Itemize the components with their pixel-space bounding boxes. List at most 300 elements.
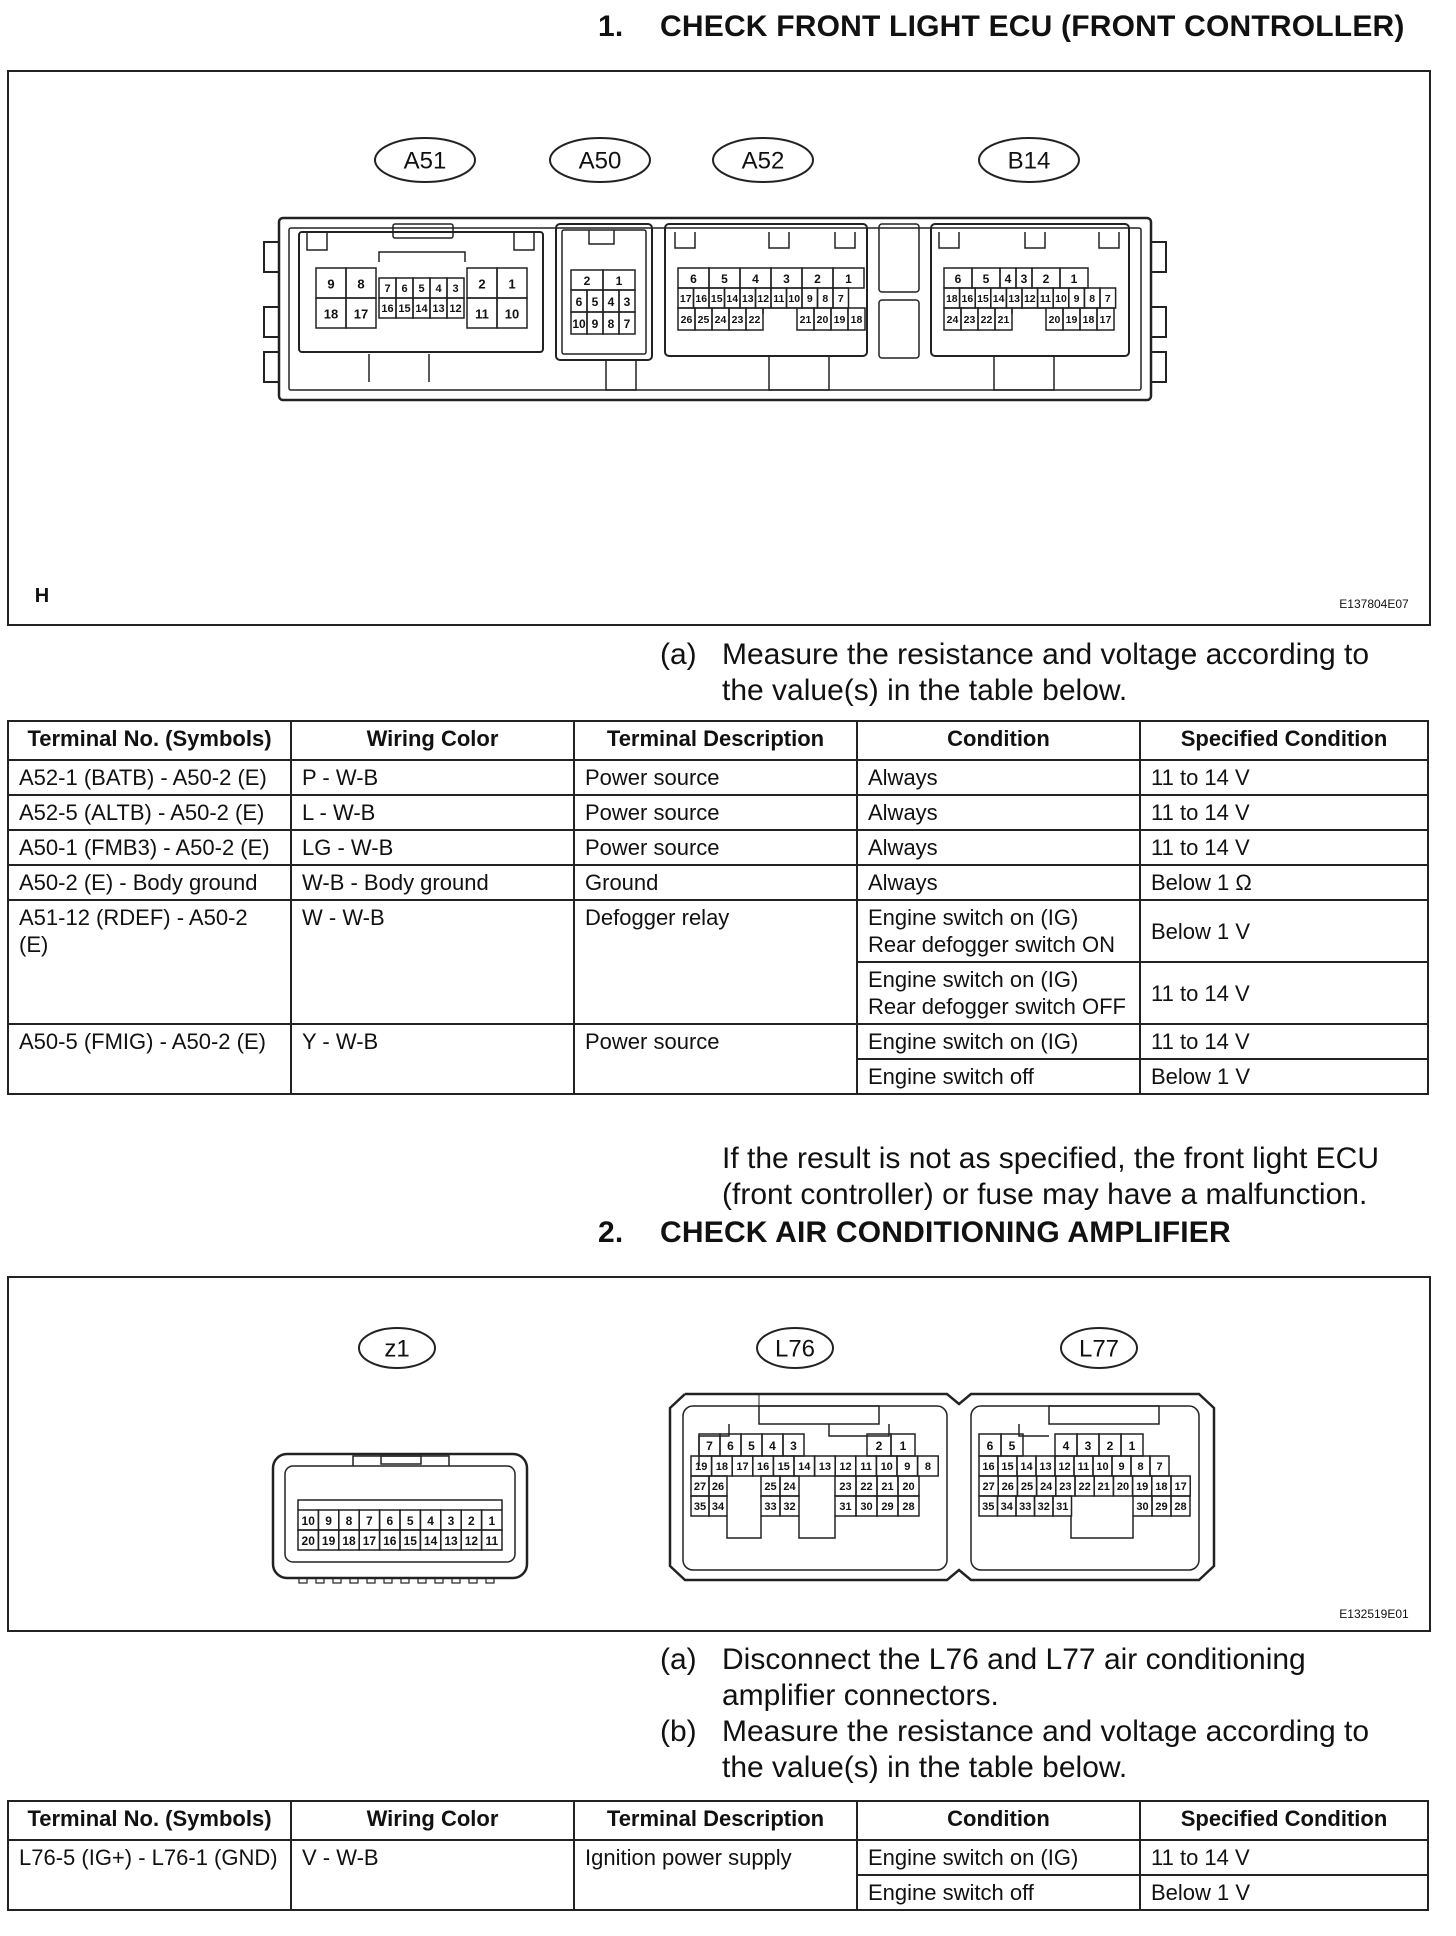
connector-pin: 11 [1039, 293, 1051, 305]
connector-pin: 2 [468, 1514, 475, 1528]
connector-pin: 4 [607, 295, 615, 309]
connector-pin: 33 [764, 1501, 777, 1513]
cell-spec: 11 to 14 V [1140, 1840, 1428, 1875]
cell-spec: Below 1 V [1140, 1059, 1428, 1094]
connector-pin: 25 [1020, 1481, 1034, 1493]
connector-pin: 27 [982, 1481, 995, 1493]
header-wiring-color: Wiring Color [291, 721, 574, 760]
table-row [8, 795, 1428, 830]
connector-outline [606, 360, 636, 390]
connector-pin: 14 [726, 293, 739, 305]
cell-spec: Below 1 Ω [1140, 865, 1428, 900]
cell-condition: Always [857, 865, 1140, 900]
connector-pin: 26 [711, 1481, 725, 1493]
connector-pin: 9 [591, 317, 599, 331]
header-specified-condition: Specified Condition [1140, 721, 1428, 760]
connector-pin: 19 [321, 1534, 336, 1548]
connector-pin: 9 [325, 1514, 332, 1528]
cell-terminal: A50-2 (E) - Body ground [8, 865, 291, 900]
connector-pin: 12 [1023, 293, 1036, 305]
connector-pin: 17 [1174, 1481, 1187, 1493]
connector-pin: 17 [736, 1461, 749, 1473]
step-label: (b) [660, 1715, 697, 1748]
connector-pin: 8 [345, 1514, 353, 1528]
figure-air-conditioning-amplifier [7, 1276, 1431, 1632]
connector-outline [769, 356, 829, 390]
figure-id: E132519E01 [1339, 1607, 1409, 1621]
note-line-2: (front controller) or fuse may have a malfunction. [722, 1178, 1368, 1211]
table-row [8, 1024, 1428, 1059]
connector-outline [1151, 352, 1166, 382]
section-1-heading [598, 10, 1405, 44]
cell-description: Power source [574, 760, 857, 795]
connector-pin: 3 [1020, 272, 1028, 286]
connector-pin: 7 [1104, 293, 1111, 305]
connector-pin: 4 [752, 272, 759, 286]
cell-terminal: L76-5 (IG+) - L76-1 (GND) [8, 1840, 291, 1910]
step-text-line-1: Disconnect the L76 and L77 air conditioning [722, 1643, 1306, 1676]
connector-pin: 5 [406, 1514, 414, 1528]
cell-condition: Always [857, 795, 1140, 830]
connector-pin: 15 [398, 303, 411, 315]
section-2-step-a [660, 1642, 1420, 1714]
connector-pin: 35 [982, 1501, 995, 1513]
connector-pin: 24 [783, 1481, 796, 1493]
figure-id: E137804E07 [1339, 597, 1409, 611]
connector-pin: 14 [798, 1461, 811, 1473]
cell-condition: Engine switch off [857, 1059, 1140, 1094]
cell-spec: 11 to 14 V [1140, 795, 1428, 830]
connector-pin: 22 [860, 1481, 873, 1493]
connector-label: A50 [578, 147, 622, 175]
connector-pin: 21 [1097, 1481, 1110, 1493]
cell-terminal: A51-12 (RDEF) - A50-2 (E) [8, 900, 291, 1024]
connector-pin: 7 [623, 317, 631, 331]
connector-pin: 1 [488, 1514, 496, 1528]
connector-pin: 16 [383, 1534, 397, 1548]
connector-pin: 21 [799, 314, 812, 326]
cell-spec: 11 to 14 V [1140, 760, 1428, 795]
connector-pin: 11 [475, 306, 489, 322]
connector-pin: 7 [837, 293, 844, 305]
connector-pin: 13 [818, 1461, 832, 1473]
connector-outline [994, 356, 1054, 390]
cell-spec: Below 1 V [1140, 1875, 1428, 1910]
cell-condition: Engine switch on (IG) [857, 1840, 1140, 1875]
connector-outline [562, 230, 646, 354]
connector-pin: 8 [1089, 293, 1096, 305]
connector-outline [1049, 1406, 1159, 1424]
connector-outline [699, 1424, 729, 1466]
connector-label: B14 [1007, 147, 1051, 175]
connector-pin: 18 [945, 293, 958, 305]
connector-pin: 5 [748, 1439, 755, 1453]
step-label: (a) [660, 1643, 697, 1676]
connector-pin: 5 [721, 272, 728, 286]
table-row [8, 865, 1428, 900]
connector-pin: 7 [706, 1439, 713, 1453]
connector-pin: 4 [1062, 1439, 1070, 1453]
connector-pin: 28 [902, 1501, 915, 1513]
connector-pin: 3 [1084, 1439, 1092, 1453]
connector-pin: 26 [1001, 1481, 1014, 1493]
connector-pin: 6 [386, 1514, 394, 1528]
cell-wiring-color: Y - W-B [291, 1024, 574, 1094]
front-light-ecu-table [7, 720, 1429, 1095]
connector-pin: 5 [418, 283, 425, 295]
cell-description: Ground [574, 865, 857, 900]
connector-pin: 27 [693, 1481, 707, 1493]
connector-pin: 30 [1136, 1501, 1149, 1513]
connector-pin: 10 [1096, 1461, 1109, 1473]
connector-pin: 14 [415, 303, 428, 315]
connector-pin: 2 [583, 274, 591, 288]
connector-pin: 9 [904, 1461, 911, 1473]
connector-pin: 19 [695, 1461, 708, 1473]
connector-pin: 19 [833, 314, 846, 326]
cell-wiring-color: W - W-B [291, 900, 574, 1024]
connector-pin: 3 [623, 295, 631, 309]
header-condition: Condition [857, 721, 1140, 760]
front-light-ecu-connector-diagram [9, 72, 1429, 624]
connector-pin: 3 [452, 283, 459, 295]
step-text-line-1: Measure the resistance and voltage according to [722, 638, 1370, 671]
connector-outline [799, 1516, 835, 1538]
connector-pin: 25 [697, 314, 710, 326]
connector-pin: 6 [690, 272, 697, 286]
connector-pin: 31 [1056, 1501, 1069, 1513]
connector-label: L77 [1078, 1335, 1120, 1363]
connector-label: L76 [774, 1335, 816, 1363]
connector-pin: 5 [591, 295, 599, 309]
cell-wiring-color: V - W-B [291, 1840, 574, 1910]
connector-pin: 35 [693, 1501, 707, 1513]
connector-pin: 6 [954, 272, 962, 286]
cell-description: Power source [574, 795, 857, 830]
connector-pin: 18 [850, 314, 863, 326]
connector-pin: 2 [875, 1439, 883, 1453]
cell-terminal: A50-1 (FMB3) - A50-2 (E) [8, 830, 291, 865]
connector-pin: 15 [977, 293, 989, 305]
section-2-step-b [660, 1714, 1420, 1786]
connector-pin: 2 [1106, 1439, 1114, 1453]
connector-outline [298, 1500, 502, 1510]
connector-pin: 11 [1077, 1461, 1090, 1473]
header-terminal: Terminal No. (Symbols) [8, 721, 291, 760]
section-1-note [722, 1141, 1422, 1213]
connector-pin: 22 [1078, 1481, 1091, 1493]
condition-line: Rear defogger switch OFF [868, 994, 1126, 1019]
connector-pin: 3 [447, 1514, 455, 1528]
view-letter: H [34, 585, 50, 607]
connector-pin: 8 [607, 317, 615, 331]
cell-condition [857, 900, 1140, 962]
connector-outline [1151, 307, 1166, 337]
connector-pin: 17 [362, 1534, 377, 1548]
connector-pin: 7 [1156, 1461, 1163, 1473]
cell-description: Power source [574, 1024, 857, 1094]
table-row [8, 1840, 1428, 1875]
section-2-title: CHECK AIR CONDITIONING AMPLIFIER [660, 1216, 1231, 1249]
connector-pin: 17 [353, 306, 369, 322]
connector-pin: 11 [485, 1534, 499, 1548]
header-terminal-description: Terminal Description [574, 1801, 857, 1840]
connector-pin: 10 [504, 306, 520, 322]
cell-terminal: A52-5 (ALTB) - A50-2 (E) [8, 795, 291, 830]
cell-spec: 11 to 14 V [1140, 962, 1428, 1024]
connector-pin: 15 [777, 1461, 790, 1473]
connector-pin: 34 [711, 1501, 725, 1513]
connector-pin: 13 [444, 1534, 458, 1548]
connector-outline [264, 242, 279, 272]
connector-pin: 14 [1020, 1461, 1033, 1473]
connector-pin: 14 [423, 1534, 438, 1548]
cell-wiring-color: LG - W-B [291, 830, 574, 865]
connector-pin: 18 [1155, 1481, 1168, 1493]
connector-pin: 23 [731, 314, 744, 326]
connector-pin: 14 [992, 293, 1005, 305]
cell-spec: Below 1 V [1140, 900, 1428, 962]
cell-condition: Always [857, 760, 1140, 795]
connector-pin: 13 [741, 293, 754, 305]
connector-pin: 10 [1055, 293, 1067, 305]
connector-outline [1099, 232, 1119, 248]
connector-pin: 23 [1059, 1481, 1072, 1493]
connector-pin: 21 [997, 314, 1010, 326]
connector-outline [307, 232, 327, 250]
cell-spec: 11 to 14 V [1140, 1024, 1428, 1059]
connector-outline [1012, 308, 1046, 314]
connector-pin: 13 [1008, 293, 1021, 305]
section-1-number: 1. [598, 10, 624, 43]
cell-spec: 11 to 14 V [1140, 830, 1428, 865]
cell-terminal: A52-1 (BATB) - A50-2 (E) [8, 760, 291, 795]
connector-outline [939, 232, 959, 248]
connector-pin: 6 [986, 1439, 994, 1453]
table-row [8, 900, 1428, 962]
connector-pin: 16 [982, 1461, 995, 1473]
connector-outline [763, 308, 797, 314]
connector-pin: 9 [806, 293, 813, 305]
header-terminal-description: Terminal Description [574, 721, 857, 760]
connector-pin: 1 [845, 272, 852, 286]
connector-pin: 19 [1065, 314, 1078, 326]
connector-pin: 29 [881, 1501, 894, 1513]
connector-pin: 18 [342, 1534, 356, 1548]
connector-pin: 16 [381, 303, 394, 315]
section-1-step-a [660, 637, 1420, 709]
cell-description: Power source [574, 830, 857, 865]
connector-pin: 4 [769, 1439, 776, 1453]
table-row [8, 830, 1428, 865]
connector-pin: 7 [366, 1514, 373, 1528]
connector-pin: 11 [860, 1461, 872, 1473]
connector-pin: 32 [783, 1501, 796, 1513]
connector-pin: 6 [401, 283, 408, 295]
step-text-line-2: the value(s) in the table below. [722, 1751, 1128, 1784]
connector-pin: 8 [357, 276, 365, 292]
connector-pin: 24 [1040, 1481, 1053, 1493]
connector-pin: 2 [814, 272, 821, 286]
connector-outline [1071, 1516, 1133, 1538]
connector-pin: 20 [1048, 314, 1061, 326]
section-1-title: CHECK FRONT LIGHT ECU (FRONT CONTROLLER) [660, 10, 1405, 43]
connector-pin: 11 [773, 293, 785, 305]
connector-pin: 5 [1008, 1439, 1016, 1453]
connector-pin: 1 [615, 274, 623, 288]
connector-pin: 22 [748, 314, 761, 326]
connector-pin: 23 [963, 314, 976, 326]
connector-pin: 16 [961, 293, 974, 305]
step-text-line-1: Measure the resistance and voltage according to [722, 1715, 1370, 1748]
connector-pin: 5 [982, 272, 990, 286]
connector-pin: 22 [980, 314, 993, 326]
connector-pin: 12 [464, 1534, 479, 1548]
connector-outline [727, 1516, 761, 1538]
connector-pin: 9 [327, 276, 335, 292]
connector-pin: 9 [1073, 293, 1080, 305]
connector-pin: 3 [790, 1439, 797, 1453]
step-text-line-2: the value(s) in the table below. [722, 674, 1128, 707]
connector-outline [381, 1456, 421, 1464]
table-header-row [8, 721, 1428, 760]
connector-outline [759, 1406, 879, 1424]
connector-pin: 1 [1128, 1439, 1136, 1453]
connector-pin: 16 [756, 1461, 770, 1473]
connector-pin: 2 [478, 276, 486, 292]
connector-pin: 8 [822, 293, 829, 305]
connector-label: z1 [384, 1335, 410, 1363]
connector-outline [379, 252, 465, 262]
cell-wiring-color: W-B - Body ground [291, 865, 574, 900]
connector-outline [1025, 232, 1045, 248]
ac-amplifier-connector-diagram [9, 1278, 1429, 1630]
header-specified-condition: Specified Condition [1140, 1801, 1428, 1840]
connector-pin: 16 [695, 293, 708, 305]
connector-pin: 12 [449, 303, 462, 315]
connector-outline [769, 232, 789, 248]
connector-pin: 15 [403, 1534, 417, 1548]
step-label: (a) [660, 638, 697, 671]
section-2-heading [598, 1216, 1231, 1250]
cell-condition: Always [857, 830, 1140, 865]
connector-pin: 13 [1039, 1461, 1052, 1473]
connector-pin: 6 [727, 1439, 734, 1453]
connector-pin: 19 [1136, 1481, 1149, 1493]
header-condition: Condition [857, 1801, 1140, 1840]
connector-pin: 25 [764, 1481, 777, 1493]
connector-pin: 10 [788, 293, 801, 305]
connector-label: A52 [741, 147, 785, 175]
connector-pin: 20 [1116, 1481, 1130, 1493]
connector-pin: 1 [899, 1439, 907, 1453]
connector-pin: 7 [384, 283, 391, 295]
connector-pin: 18 [1082, 314, 1095, 326]
ac-amplifier-table [7, 1800, 1429, 1911]
connector-pin: 9 [1118, 1461, 1125, 1473]
connector-pin: 24 [946, 314, 959, 326]
connector-pin: 12 [1058, 1461, 1071, 1473]
cell-wiring-color: P - W-B [291, 760, 574, 795]
connector-label: A51 [403, 147, 447, 175]
connector-outline [264, 352, 279, 382]
connector-pin: 4 [435, 283, 442, 295]
connector-pin: 13 [432, 303, 445, 315]
connector-pin: 8 [924, 1461, 931, 1473]
header-wiring-color: Wiring Color [291, 1801, 574, 1840]
connector-pin: 4 [1004, 272, 1012, 286]
step-text-line-2: amplifier connectors. [722, 1679, 999, 1712]
connector-pin: 12 [757, 293, 770, 305]
connector-pin: 23 [839, 1481, 852, 1493]
connector-pin: 26 [680, 314, 693, 326]
connector-outline [879, 224, 919, 292]
cell-wiring-color: L - W-B [291, 795, 574, 830]
cell-condition: Engine switch on (IG) [857, 1024, 1140, 1059]
connector-pin: 18 [715, 1461, 729, 1473]
connector-pin: 20 [816, 314, 829, 326]
connector-pin: 1 [508, 276, 516, 292]
connector-pin: 15 [710, 293, 723, 305]
note-line-1: If the result is not as specified, the front light ECU [722, 1142, 1379, 1175]
connector-pin: 10 [301, 1514, 315, 1528]
connector-pin: 31 [839, 1501, 852, 1513]
connector-pin: 17 [1099, 314, 1112, 326]
connector-pin: 28 [1174, 1501, 1187, 1513]
connector-pin: 30 [860, 1501, 873, 1513]
connector-pin: 2 [1042, 272, 1050, 286]
connector-pin: 17 [679, 293, 692, 305]
connector-pin: 32 [1037, 1501, 1050, 1513]
condition-line: Rear defogger switch ON [868, 932, 1115, 957]
connector-outline [879, 300, 919, 358]
connector-outline [675, 232, 695, 248]
connector-pin: 8 [1137, 1461, 1144, 1473]
connector-pin: 33 [1019, 1501, 1032, 1513]
connector-pin: 18 [323, 306, 339, 322]
figure-front-light-ecu [7, 70, 1431, 626]
cell-terminal: A50-5 (FMIG) - A50-2 (E) [8, 1024, 291, 1094]
table-header-row [8, 1801, 1428, 1840]
connector-pin: 24 [714, 314, 727, 326]
section-2-number: 2. [598, 1216, 624, 1249]
connector-outline [835, 232, 855, 248]
condition-line: Engine switch on (IG) [868, 905, 1079, 930]
connector-pin: 1 [1070, 272, 1078, 286]
connector-outline [589, 230, 614, 244]
cell-description: Ignition power supply [574, 1840, 857, 1910]
connector-pin: 29 [1155, 1501, 1168, 1513]
connector-outline [514, 232, 534, 250]
connector-pin: 3 [783, 272, 790, 286]
cell-condition: Engine switch off [857, 1875, 1140, 1910]
connector-pin: 21 [881, 1481, 894, 1493]
connector-pin: 6 [575, 295, 583, 309]
table-row [8, 760, 1428, 795]
header-terminal: Terminal No. (Symbols) [8, 1801, 291, 1840]
connector-pin: 34 [1000, 1501, 1013, 1513]
connector-pin: 20 [902, 1481, 915, 1493]
connector-outline [1151, 242, 1166, 272]
cell-description: Defogger relay [574, 900, 857, 1024]
cell-condition [857, 962, 1140, 1024]
connector-pin: 10 [572, 317, 586, 331]
connector-pin: 15 [1001, 1461, 1014, 1473]
connector-outline [264, 307, 279, 337]
connector-pin: 4 [427, 1514, 434, 1528]
condition-line: Engine switch on (IG) [868, 967, 1079, 992]
connector-pin: 12 [839, 1461, 852, 1473]
